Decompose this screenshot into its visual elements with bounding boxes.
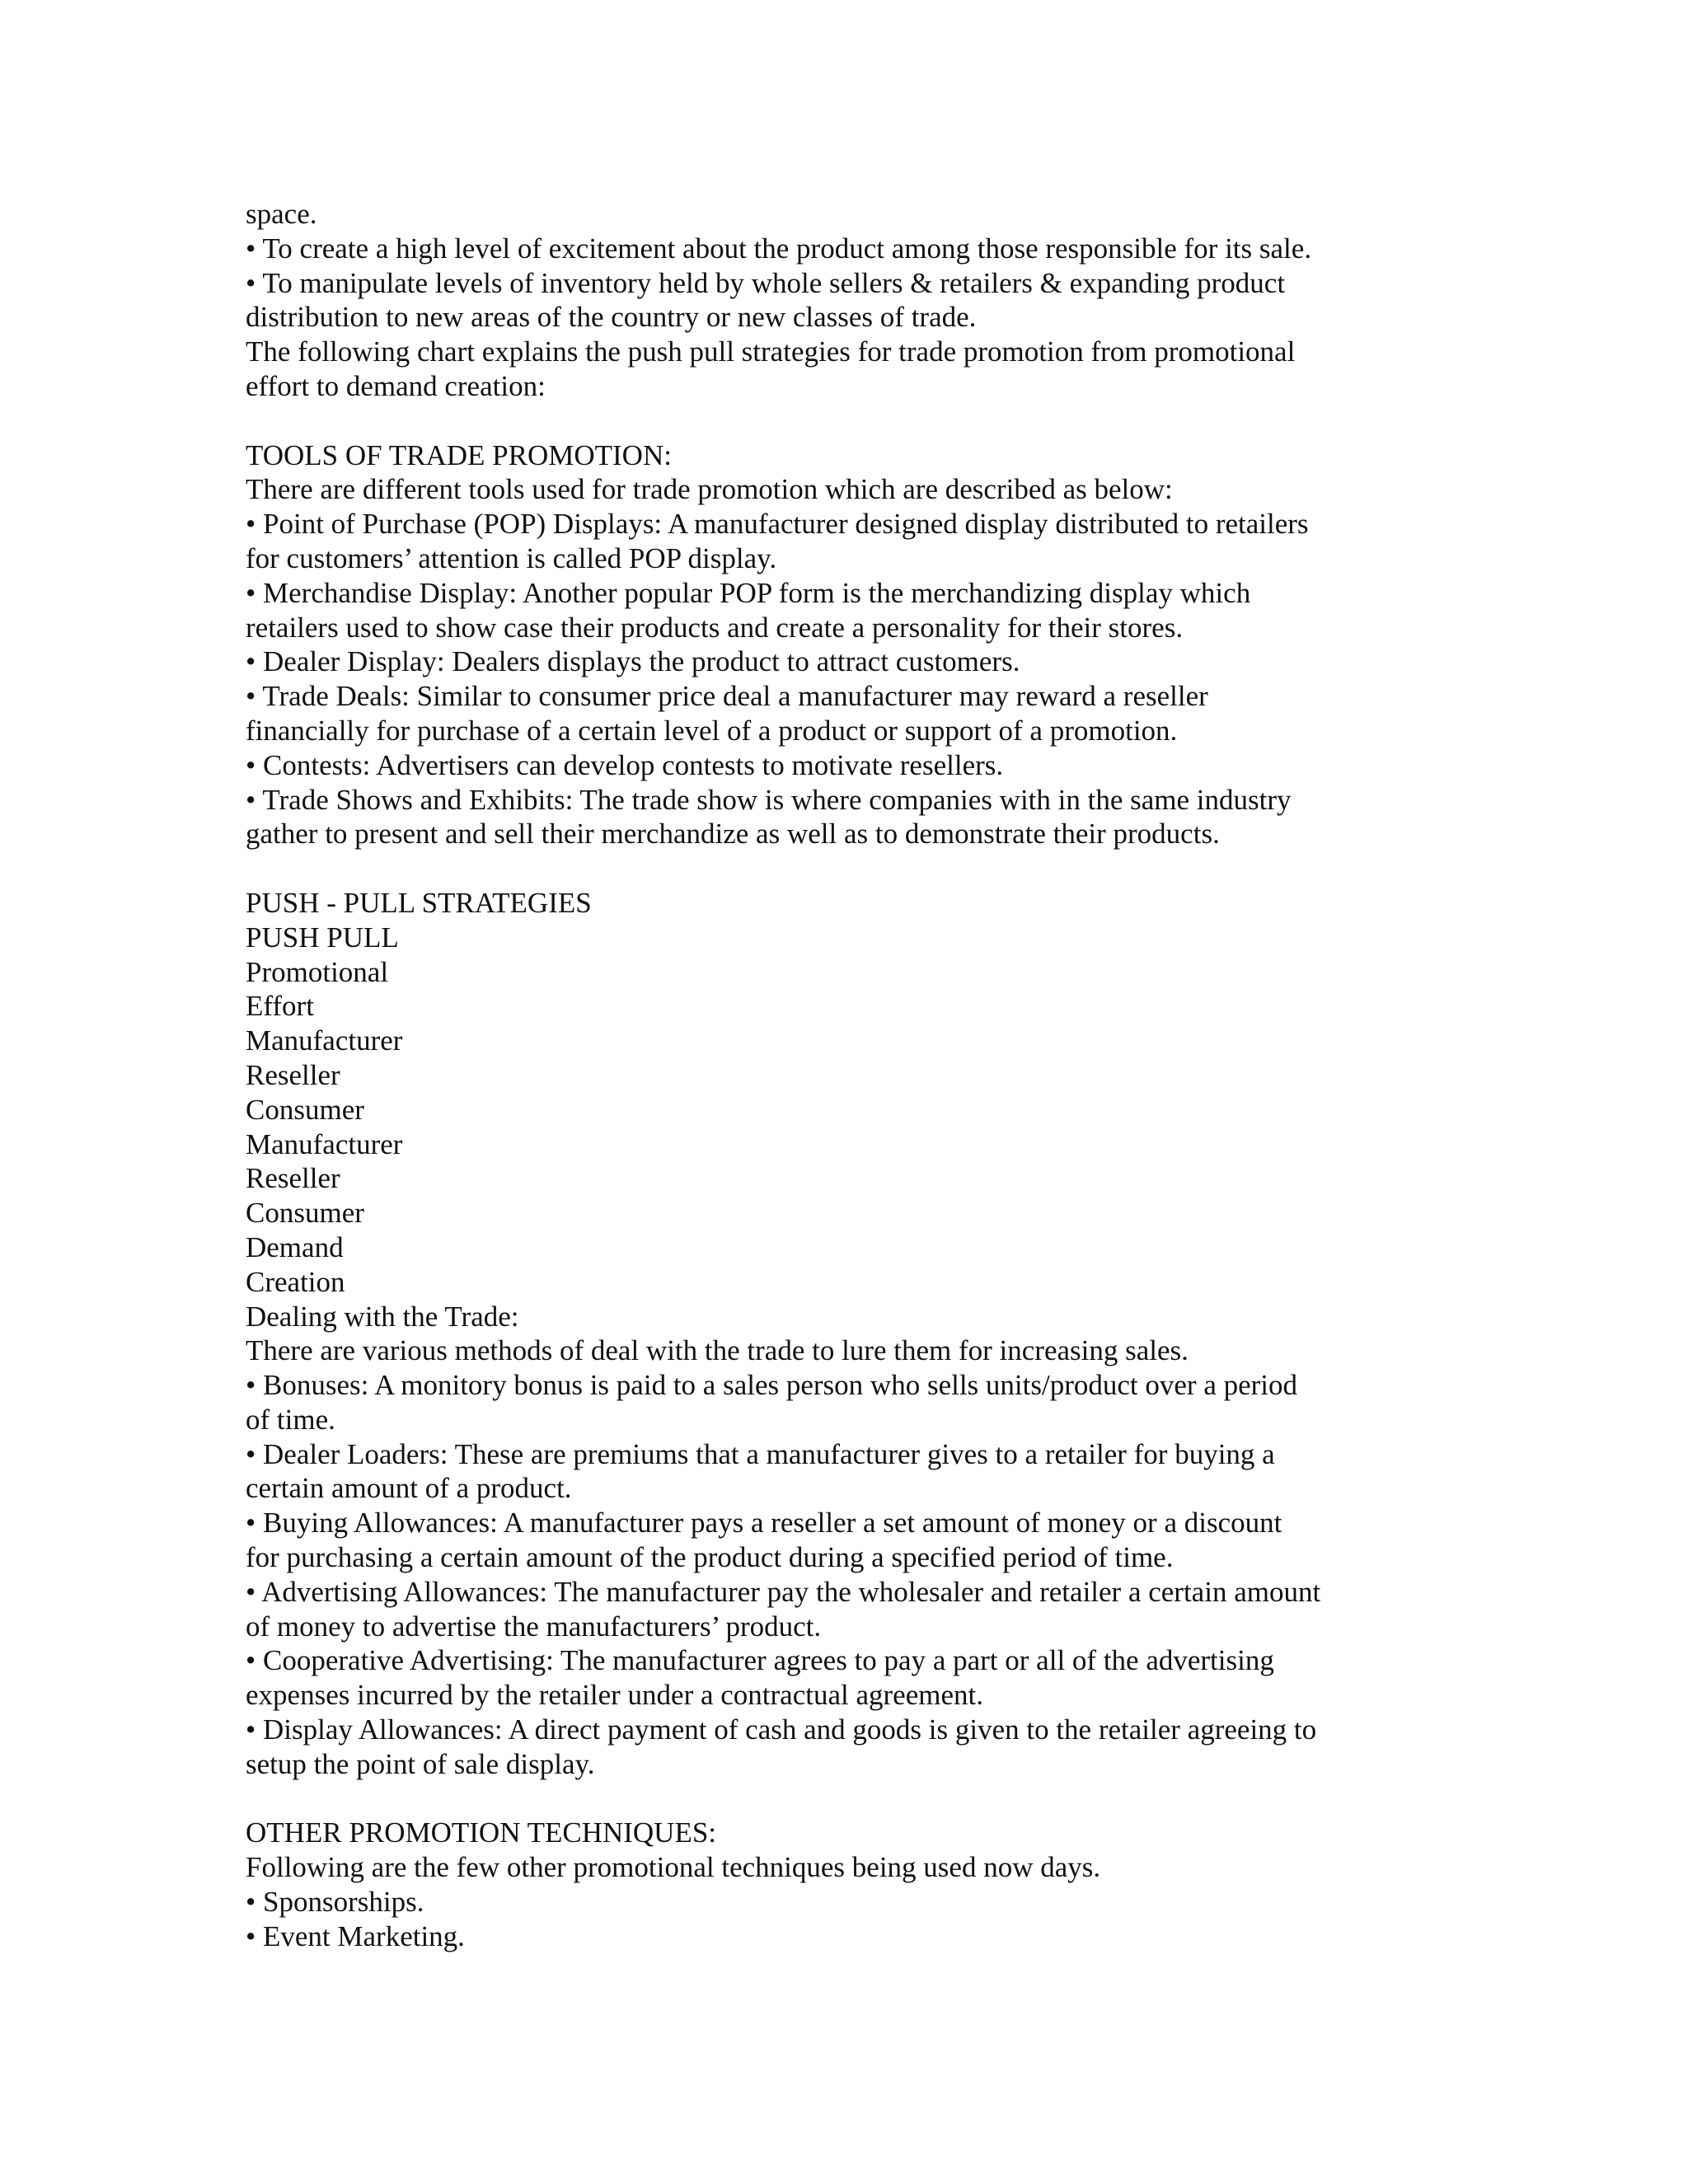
tools-line: • Merchandise Display: Another popular POP form is the merchandizing display which — [246, 576, 1251, 609]
intro-section — [246, 197, 1416, 404]
other-line: • Sponsorships. — [246, 1886, 424, 1919]
dealing-line: expenses incurred by the retailer under a contractual agreement. — [246, 1679, 983, 1712]
section-heading: TOOLS OF TRADE PROMOTION: — [246, 438, 672, 471]
push-pull-line: Reseller — [246, 1162, 340, 1195]
dealing-line: for purchasing a certain amount of the product during a specified period of time. — [246, 1541, 1174, 1574]
tools-line: • Point of Purchase (POP) Displays: A manufacturer designed display distributed to retailers — [246, 508, 1309, 541]
dealing-line: • Display Allowances: A direct payment of cash and goods is given to the retailer agreeing to — [246, 1713, 1317, 1746]
push-pull-line: Consumer — [246, 1093, 364, 1126]
section-heading: OTHER PROMOTION TECHNIQUES: — [246, 1816, 717, 1849]
paragraph-gap — [246, 404, 1416, 438]
push-pull-line: Demand — [246, 1230, 344, 1263]
document-body — [246, 197, 1416, 1954]
tools-line: • Trade Deals: Similar to consumer price deal a manufacturer may reward a reseller — [246, 680, 1208, 713]
intro-line: effort to demand creation: — [246, 369, 546, 402]
push-pull-line: Reseller — [246, 1058, 340, 1091]
push-pull-section — [246, 886, 1416, 1300]
intro-line: • To manipulate levels of inventory held by whole sellers & retailers & expanding product — [246, 266, 1286, 299]
tools-line: retailers used to show case their products and create a personality for their stores. — [246, 611, 1184, 644]
push-pull-line: Consumer — [246, 1197, 364, 1230]
tools-section — [246, 438, 1416, 852]
dealing-line: • Bonuses: A monitory bonus is paid to a sales person who sells units/product over a period — [246, 1369, 1298, 1402]
push-pull-line: Creation — [246, 1265, 345, 1298]
tools-line: There are different tools used for trade promotion which are described as below: — [246, 473, 1173, 506]
other-line: • Event Marketing. — [246, 1919, 465, 1952]
section-heading: Dealing with the Trade: — [246, 1300, 519, 1333]
other-section — [246, 1816, 1416, 1953]
push-pull-line: Effort — [246, 990, 314, 1023]
other-line: Following are the few other promotional techniques being used now days. — [246, 1851, 1101, 1884]
push-pull-line: PUSH PULL — [246, 921, 399, 954]
dealing-line: of money to advertise the manufacturers’ product. — [246, 1610, 822, 1643]
dealing-line: • Advertising Allowances: The manufacturer pay the wholesaler and retailer a certain amount — [246, 1575, 1321, 1608]
tools-line: gather to present and sell their merchandize as well as to demonstrate their products. — [246, 818, 1220, 851]
dealing-line: certain amount of a product. — [246, 1472, 572, 1505]
dealing-line: There are various methods of deal with the trade to lure them for increasing sales. — [246, 1334, 1189, 1367]
paragraph-gap — [246, 1782, 1416, 1816]
push-pull-line: Promotional — [246, 955, 389, 988]
dealing-line: • Dealer Loaders: These are premiums that a manufacturer gives to a retailer for buying a — [246, 1437, 1275, 1470]
tools-line: • Trade Shows and Exhibits: The trade show is where companies with in the same industry — [246, 783, 1292, 816]
dealing-section — [246, 1300, 1416, 1782]
dealing-line: setup the point of sale display. — [246, 1747, 595, 1780]
dealing-line: • Buying Allowances: A manufacturer pays a reseller a set amount of money or a discount — [246, 1507, 1282, 1540]
tools-line: for customers’ attention is called POP display. — [246, 541, 777, 574]
push-pull-line: Manufacturer — [246, 1127, 403, 1160]
push-pull-line: Manufacturer — [246, 1024, 403, 1057]
dealing-line: of time. — [246, 1403, 335, 1436]
intro-line: The following chart explains the push pull strategies for trade promotion from promotional — [246, 335, 1296, 368]
dealing-line: • Cooperative Advertising: The manufacturer agrees to pay a part or all of the advertising — [246, 1644, 1274, 1677]
tools-line: • Contests: Advertisers can develop contests to motivate resellers. — [246, 748, 1004, 781]
tools-line: • Dealer Display: Dealers displays the product to attract customers. — [246, 645, 1020, 678]
intro-line: • To create a high level of excitement about the product among those responsible for its sale. — [246, 232, 1312, 265]
intro-line: space. — [246, 198, 317, 230]
paragraph-gap — [246, 851, 1416, 886]
section-heading: PUSH - PULL STRATEGIES — [246, 886, 592, 919]
tools-line: financially for purchase of a certain level of a product or support of a promotion. — [246, 714, 1178, 747]
intro-line: distribution to new areas of the country or new classes of trade. — [246, 301, 977, 334]
